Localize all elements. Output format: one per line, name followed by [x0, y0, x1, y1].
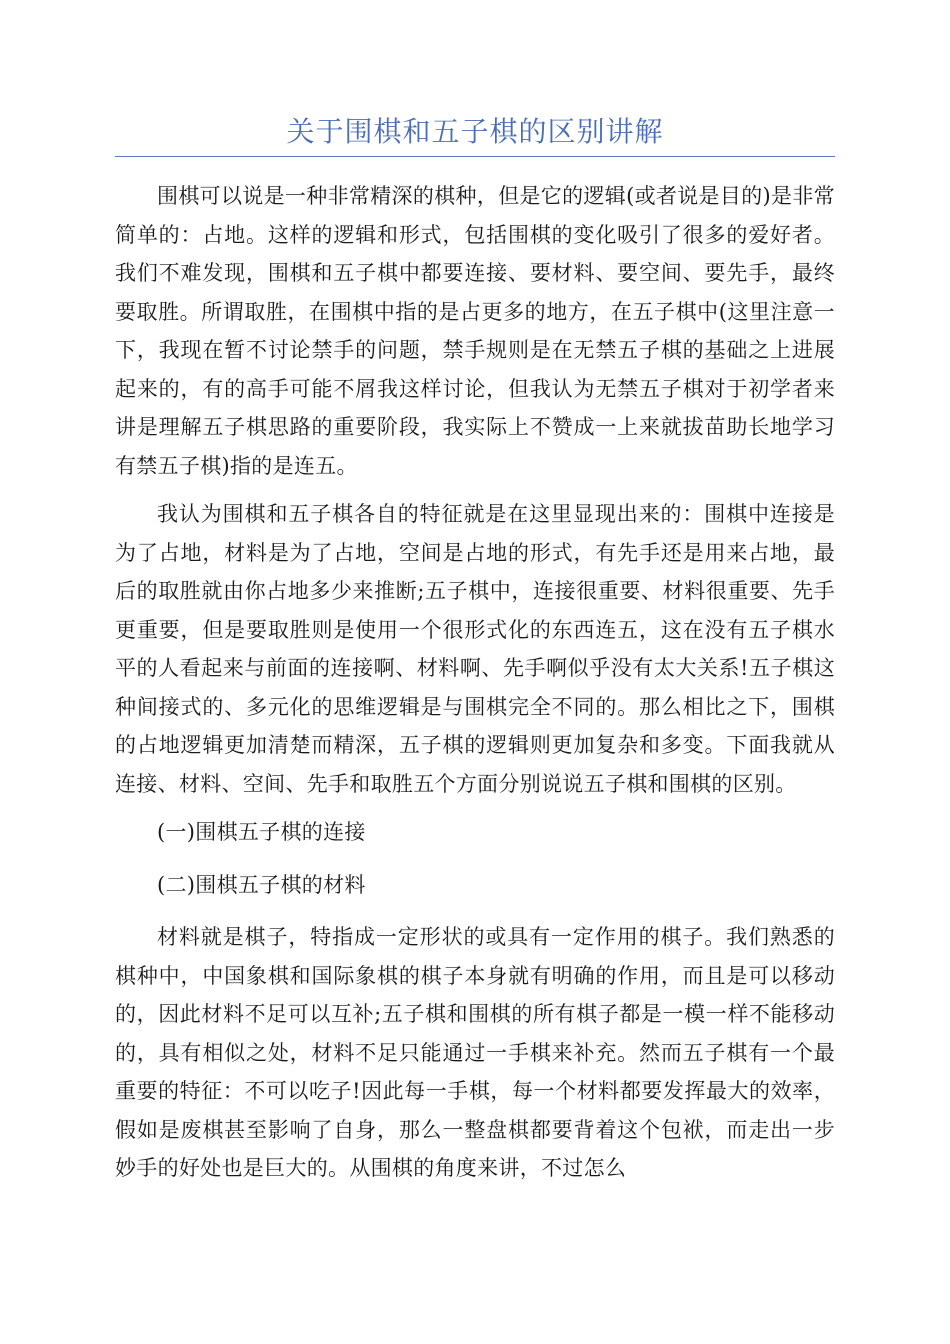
- section-heading-1: (一)围棋五子棋的连接: [157, 820, 366, 844]
- page-title: 关于围棋和五子棋的区别讲解: [286, 115, 664, 148]
- document-body: [115, 177, 835, 1198]
- paragraph-3: 材料就是棋子，特指成一定形状的或具有一定作用的棋子。我们熟悉的棋种中，中国象棋和国际象棋的棋子本身就有明确的作用，而且是可以移动的，因此材料不足可以互补;五子棋和围棋的所有棋子都是一模一样不能移动的，具有相似之处，材料不足只能通过一手棋来补充。然而五子棋有一个最重要的特征：不可以吃子!因此每一手棋，每一个材料都要发挥最大的效率，假如是废棋甚至影响了自身，那么一整盘棋都要背着这个包袱，而走出一步妙手的好处也是巨大的。从围棋的角度来讲，不过怎么: [115, 925, 835, 1180]
- section-heading-2: (二)围棋五子棋的材料: [157, 872, 366, 897]
- title-underline: [115, 156, 835, 157]
- paragraph-2: 我认为围棋和五子棋各自的特征就是在这里显现出来的：围棋中连接是为了占地，材料是为了占地，空间是占地的形式，有先手还是用来占地，最后的取胜就由你占地多少来推断;五子棋中，连接很重要、材料很重要、先手更重要，但是要取胜则是使用一个很形式化的东西连五，这在没有五子棋水平的人看起来与前面的连接啊、材料啊、先手啊似乎没有太大关系!五子棋这种间接式的、多元化的思维逻辑是与围棋完全不同的。那么相比之下，围棋的占地逻辑更加清楚而精深，五子棋的逻辑则更加复杂和多变。下面我就从连接、材料、空间、先手和取胜五个方面分别说说五子棋和围棋的区别。: [115, 502, 835, 796]
- paragraph-1: 围棋可以说是一种非常精深的棋种，但是它的逻辑(或者说是目的)是非常简单的：占地。这样的逻辑和形式，包括围棋的变化吸引了很多的爱好者。我们不难发现，围棋和五子棋中都要连接、要材料、要空间、要先手，最终要取胜。所谓取胜，在围棋中指的是占更多的地方，在五子棋中(这里注意一下，我现在暂不讨论禁手的问题，禁手规则是在无禁五子棋的基础之上进展起来的，有的高手可能不屑我这样讨论，但我认为无禁五子棋对于初学者来讲是理解五子棋思路的重要阶段，我实际上不赞成一上来就拔苗助长地学习有禁五子棋)指的是连五。: [115, 184, 835, 478]
